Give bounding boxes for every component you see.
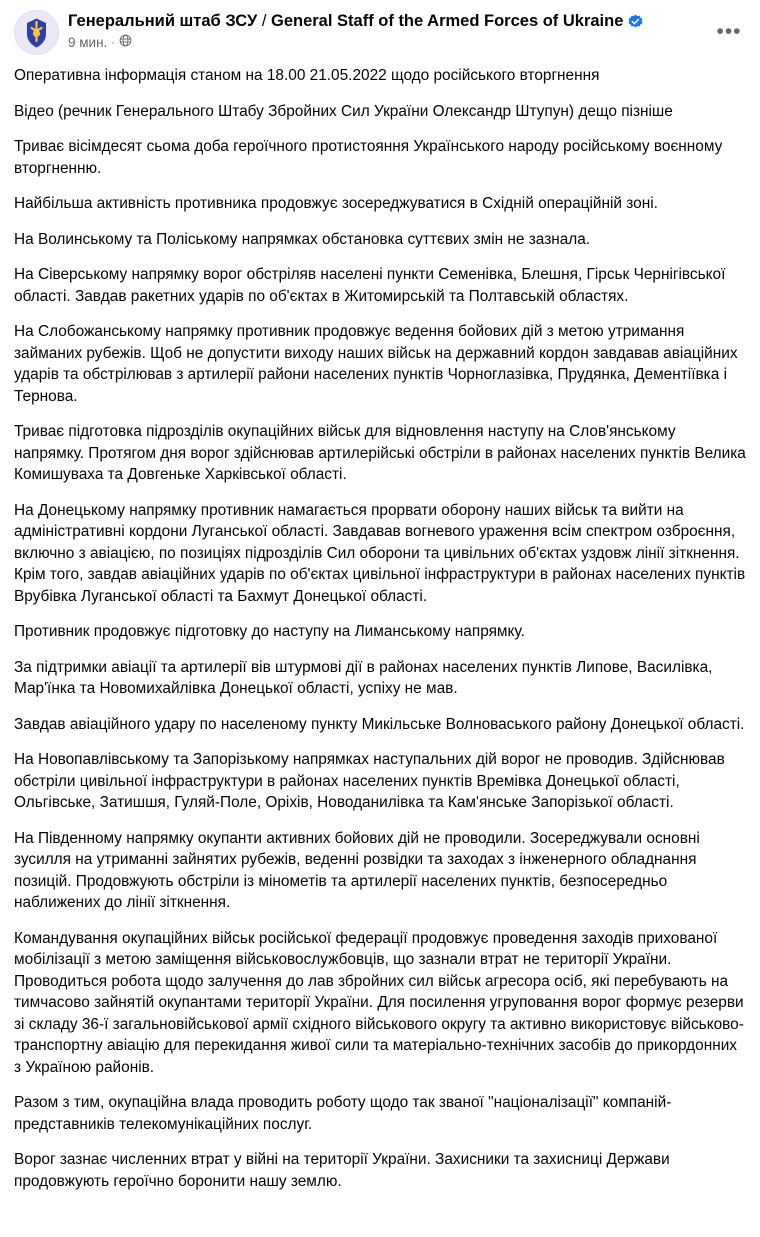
globe-icon[interactable]: [119, 34, 132, 51]
post-paragraph: Завдав авіаційного удару по населеному пункту Микільське Волноваського району Донецької області.: [14, 715, 745, 733]
post-timestamp[interactable]: 9 мин.: [68, 34, 108, 50]
post-paragraph: На Донецькому напрямку противник намагається прорвати оборону наших військ та вийти на адміністративні кордони Луганської області. Завдавав вогневого ураження всім спектром озброєння, включно з авіацією, по позиціях підрозділів Сил оборони та цивільних об'єктах уздовж лінії зіткнення. Крім того, завдав авіаційних ударів по об'єктах цивільної інфраструктури в районах населених пунктів Врубівка Луганської області та Бахмут Донецької області.: [14, 501, 746, 605]
post-paragraph: Найбільша активність противника продовжує зосереджуватися в Східній операційній зоні.: [14, 195, 658, 212]
post-paragraph: Триває підготовка підрозділів окупаційних військ для відновлення наступу на Слов'янському напрямку. Протягом дня ворог здійснював артилерійські обстріли в районах населених пунктів Велика Комишуваха та Довгеньке Харківської області.: [14, 423, 746, 483]
post-paragraph: Триває вісімдесят сьома доба героїчного протистояння Українського народу російському воєнному вторгненню.: [14, 138, 723, 177]
post-paragraph: Разом з тим, окупаційна влада проводить роботу щодо так званої "націоналізації" компаній-представників телекомунікаційних послуг.: [14, 1094, 672, 1133]
post-paragraph: На Новопавлівському та Запорізькому напрямках наступальних дій ворог не проводив. Здійснював обстріли цивільної інфраструктури в районах населених пунктів Времівка Донецької області, Ольгівське, Затишшя, Гуляй-Поле, Оріхів, Новоданилівка та Кам'янське Запорізької області.: [14, 751, 725, 811]
post-header-text: [68, 10, 746, 51]
post-paragraph: На Волинському та Поліському напрямках обстановка суттєвих змін не зазнала.: [14, 230, 591, 248]
post-meta: [68, 34, 746, 51]
post-paragraph: На Південному напрямку окупанти активних бойових дій не проводили. Зосереджували основні зусилля на утриманні зайнятих рубежів, веденні розвідки та заходах з інженерного обладнання позицій. Продовжують обстріли із мінометів та артилерії населених пунктів, безпосередньо наближених до лінії зіткнення.: [14, 829, 700, 911]
post-header: [14, 10, 746, 61]
post-paragraph: Оперативна інформація станом на 18.00 21.05.2022 щодо російського вторгнення: [14, 67, 600, 84]
post-paragraph: На Слобожанському напрямку противник продовжує ведення бойових дій з метою утримання займаних рубежів. Щоб не допустити виходу наших військ на державний кордон завдавав авіаційних ударів та обстрілював з артилерії райони населених пунктів Чорноглазівка, Прудянка, Дементіївка і Тернова.: [14, 323, 738, 405]
verified-badge-icon: [628, 14, 643, 29]
post-paragraph: Противник продовжує підготовку до наступу на Лиманському напрямку.: [14, 623, 525, 640]
post-paragraph: На Сіверському напрямку ворог обстріляв населені пункти Семенівка, Блешня, Гірськ Чернігівської області. Завдав ракетних ударів по об'єктах в Житомирській та Полтавській областях.: [14, 266, 726, 305]
post-paragraph: Ворог зазнає численних втрат у війні на території України. Захисники та захисниці Держави продовжують героїчно боронити нашу землю.: [14, 1151, 670, 1190]
post-options-button[interactable]: •••: [716, 19, 742, 43]
author-name-line: [68, 11, 746, 31]
post-paragraph: Командування окупаційних військ російської федерації продовжує проведення заходів прихованої мобілізації з метою заміщення військовослужбовців, що зазнали втрат не території України. Проводиться робота щодо залучення до лав збройних сил військ агресора осіб, які перебувають на тимчасово зайнятій окупантами території України. Для посилення угруповання ворог формує резерви зі складу 36-ї загальновійськової армії східного військового округу та активно використовує військово-транспортну авіацію для перекидання живої сили та матеріально-технічних засобів до прикордонних з Україною районів.: [14, 929, 744, 1076]
page-name-separator: /: [257, 12, 271, 30]
post-body: [14, 61, 746, 1192]
page-name-uk: Генеральний штаб ЗСУ: [68, 12, 258, 30]
meta-separator: ·: [111, 36, 115, 49]
avatar[interactable]: [14, 10, 59, 55]
post-paragraph: За підтримки авіації та артилерії вів штурмові дії в районах населених пунктів Липове, Василівка, Мар'їнка та Новомихайлівка Донецької області, успіху не мав.: [14, 658, 713, 697]
page-name[interactable]: [68, 11, 623, 31]
page-name-en: General Staff of the Armed Forces of Ukraine: [271, 12, 624, 30]
post-paragraph: Відео (речник Генерального Штабу Збройних Сил України Олександр Штупун) дещо пізніше: [14, 102, 673, 120]
